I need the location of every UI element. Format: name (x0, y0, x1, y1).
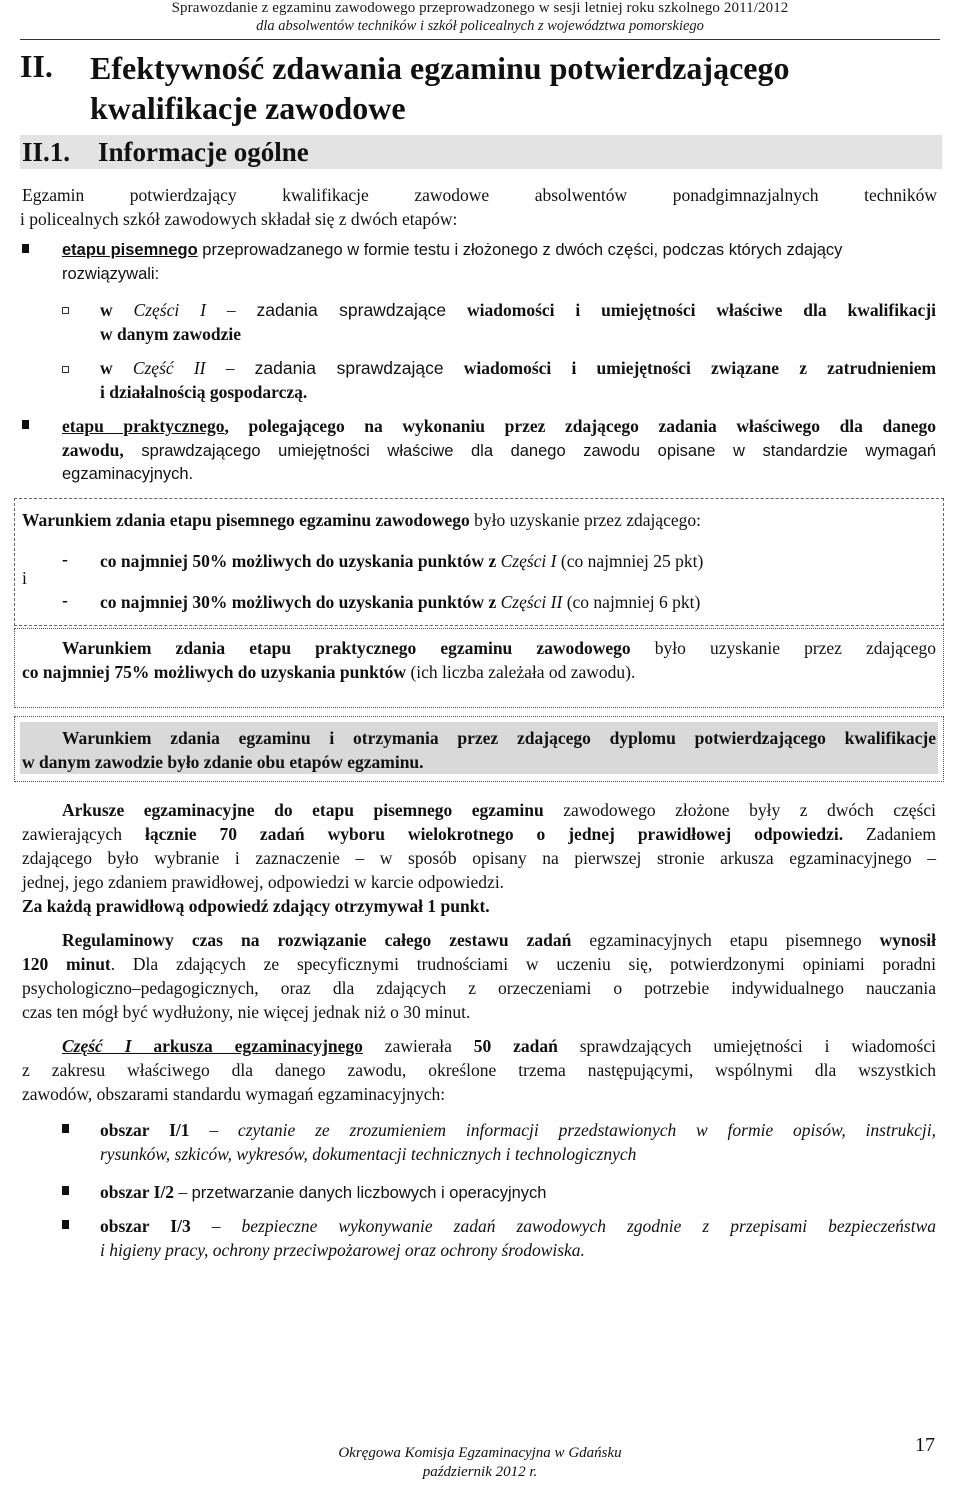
sub-bullet-icon (62, 366, 69, 373)
bullet-square-icon (62, 1220, 69, 1229)
bullet-square-icon (62, 1186, 69, 1195)
part1-desc-line-3: zawodów, obszarami standardu wymagań egzaminacyjnych: (22, 1084, 446, 1104)
part1-desc-line-1: Część I arkusza egzaminacyjnego zawierała 50 zadań sprawdzających umiejętności i wiadomości (62, 1036, 936, 1056)
section-number: II. (20, 48, 53, 84)
sheets-line-3: zdającego było wybranie i zaznaczenie – w sposób opisany na pierwszej stronie arkusza egzaminacyjnego – (22, 848, 936, 868)
footer-institution: Okręgowa Komisja Egzaminacyjna w Gdańsku (338, 1445, 622, 1461)
part2-line-2: i działalnością gospodarczą. (100, 382, 308, 402)
stage-practical-line-2: zawodu, sprawdzającego umiejętności właściwe dla danego zawodu opisane w standardzie wymagań (62, 440, 936, 460)
stage-practical-label: etapu praktycznego (62, 416, 225, 436)
sheets-line-2: zawierających łącznie 70 zadań wyboru wielokrotnego o jednej prawidłowej odpowiedzi. Zadaniem (22, 824, 936, 844)
sub-bullet-icon (62, 307, 69, 314)
req1-text: co najmniej 50% możliwych do uzyskania punktów z Części I (co najmniej 25 pkt) (100, 551, 704, 571)
practical-condition-line-1: Warunkiem zdania etapu praktycznego egzaminu zawodowego było uzyskanie przez zdającego (62, 638, 936, 658)
part1-line-1: w Części I – zadania sprawdzające wiadomości i umiejętności właściwe dla kwalifikacji (100, 300, 937, 320)
practical-condition-line-2: co najmniej 75% możliwych do uzyskania punktów (ich liczba zależała od zawodu). (22, 662, 636, 682)
area-1-line-1: obszar I/1 – czytanie ze zrozumieniem informacji przedstawionych w formie opisów, instrukcji, (100, 1120, 937, 1140)
stage-written-line-2: rozwiązywali: (62, 265, 160, 283)
intro-line-1: Egzamin potwierdzający kwalifikacje zawodowe absolwentów ponadgimnazjalnych techników (22, 185, 937, 205)
subsection-title: Informacje ogólne (98, 137, 309, 167)
part2-name: Część II (132, 358, 206, 378)
time-line-4: czas ten mógł być wydłużony, nie więcej jednak niż o 30 minut. (22, 1002, 471, 1022)
time-line-2: 120 minut. Dla zdających ze specyficznymi trudnościami w uczeniu się, potwierdzonymi opiniami poradni (22, 954, 937, 974)
part1-name: Części I (133, 300, 206, 320)
time-line-3: psychologiczno–pedagogicznych, oraz dla zdających z orzeczeniami o potrzebie indywidualnego nauczania (22, 978, 936, 998)
area-3-line-1: obszar I/3 – bezpieczne wykonywanie zadań zawodowych zgodnie z przepisami bezpieczeństwa (100, 1216, 937, 1236)
stage-written-label: etapu pisemnego (62, 241, 198, 259)
intro-line-2: i policealnych szkół zawodowych składał się z dwóch etapów: (20, 209, 458, 229)
footer-date: październik 2012 r. (422, 1464, 538, 1480)
time-line-1: Regulaminowy czas na rozwiązanie całego zestawu zadań egzaminacyjnych etapu pisemnego wynosił (62, 930, 936, 950)
req2-dash: - (62, 590, 68, 610)
sheets-line-1: Arkusze egzaminacyjne do etapu pisemnego egzaminu zawodowego złożone były z dwóch części (62, 800, 936, 820)
running-header-title: Sprawozdanie z egzaminu zawodowego przeprowadzonego w sesji letniej roku szkolnego 2011/2012 (171, 0, 789, 16)
area-1-line-2: rysunków, szkiców, wykresów, dokumentacji technicznych i technologicznych (100, 1144, 637, 1164)
written-condition-side-letter: i (22, 568, 27, 588)
stage-practical-line-1: etapu praktycznego, polegającego na wykonaniu przez zdającego zadania właściwego dla danego (62, 416, 936, 436)
header-divider (20, 39, 940, 40)
area-2-line-1: obszar I/2 – przetwarzanie danych liczbowych i operacyjnych (100, 1182, 547, 1202)
area-3-line-2: i higieny pracy, ochrony przeciwpożarowej oraz ochrony środowiska. (100, 1240, 585, 1260)
stage-written-line-1 (62, 238, 942, 262)
diploma-condition-line-2: w danym zawodzie było zdanie obu etapów egzaminu. (22, 752, 424, 772)
part1-desc-line-2: z zakresu właściwego dla danego zawodu, określone trzema następującymi, wspólnymi dla wszystkich (22, 1060, 936, 1080)
part1-line-2: w danym zawodzie (100, 324, 241, 344)
sheets-line-5: Za każdą prawidłową odpowiedź zdający otrzymywał 1 punkt. (22, 896, 490, 916)
bullet-square-icon (22, 244, 29, 253)
req2-text: co najmniej 30% możliwych do uzyskania punktów z Części II (co najmniej 6 pkt) (100, 592, 701, 612)
part2-line-1: w Część II – zadania sprawdzające wiadomości i umiejętności związane z zatrudnieniem (100, 358, 937, 378)
running-header-subtitle: dla absolwentów techników i szkół policealnych z województwa pomorskiego (256, 18, 704, 34)
stage-practical-line-3: egzaminacyjnych. (62, 465, 194, 483)
stage-written-rest: przeprowadzanego w formie testu i złożonego z dwóch części, podczas których zdający (197, 241, 843, 259)
written-condition-heading: Warunkiem zdania etapu pisemnego egzaminu zawodowego było uzyskanie przez zdającego: (22, 510, 702, 530)
subsection-number: II.1. (22, 137, 71, 167)
req1-dash: - (62, 549, 68, 569)
page-number: 17 (915, 1434, 935, 1456)
bullet-square-icon (22, 420, 29, 429)
bullet-square-icon (62, 1124, 69, 1133)
sheets-line-4: jednej, jego zdaniem prawidłowej, odpowiedzi w karcie odpowiedzi. (22, 872, 505, 892)
diploma-condition-line-1: Warunkiem zdania egzaminu i otrzymania przez zdającego dyplomu potwierdzającego kwalifikacje (62, 728, 936, 748)
section-title: Efektywność zdawania egzaminu potwierdzającego kwalifikacje zawodowe (90, 50, 790, 126)
